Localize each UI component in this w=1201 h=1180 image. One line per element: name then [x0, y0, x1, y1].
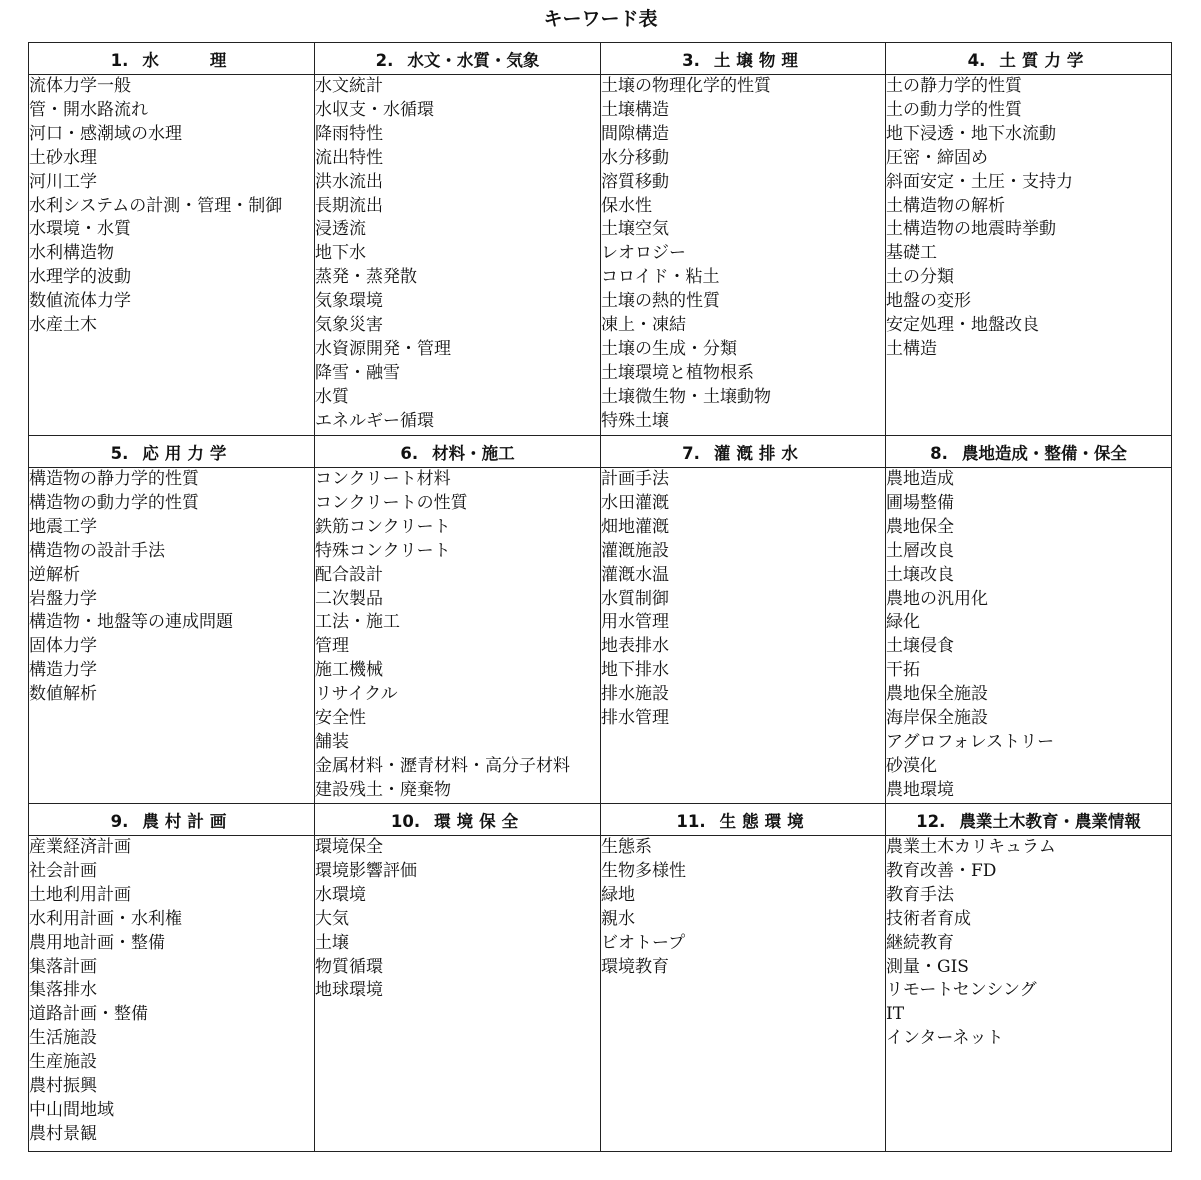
category-keywords [886, 75, 1172, 436]
category-name: 農村計画 [142, 811, 233, 831]
keyword-row [29, 75, 1172, 436]
category-name: 土質力学 [999, 50, 1090, 70]
keyword-item: 数値流体力学 [29, 291, 131, 312]
keyword-item: 道路計画・整備 [29, 1004, 148, 1025]
keyword-item: コンクリートの性質 [315, 492, 468, 513]
keyword-item: 土地利用計画 [29, 884, 131, 905]
keyword-item: 親水 [601, 908, 635, 929]
keyword-row [29, 468, 1172, 804]
keyword-item: 大気 [315, 908, 349, 929]
keyword-item: 生産施設 [29, 1052, 97, 1073]
keyword-item: 社会計画 [29, 860, 97, 881]
keyword-item: リモートセンシング [886, 980, 1037, 1001]
keyword-item: 水環境・水質 [29, 219, 131, 240]
keyword-item: 教育手法 [886, 884, 954, 905]
keyword-item: 鉄筋コンクリート [315, 516, 451, 537]
category-name: 生態環境 [719, 811, 810, 831]
keyword-item: 管・開水路流れ [29, 99, 148, 120]
keyword-item: 農地造成 [886, 469, 954, 489]
keyword-item: 農地保全 [886, 516, 954, 537]
category-keywords [29, 468, 315, 804]
keyword-item: 海岸保全施設 [886, 708, 988, 729]
keyword-item: 土壌侵食 [886, 636, 954, 657]
header-row [29, 43, 1172, 75]
keyword-item: 農地環境 [886, 779, 954, 800]
keyword-item: 構造物・地盤等の連成問題 [29, 612, 233, 633]
keyword-item: 水利システムの計測・管理・制御 [29, 195, 283, 216]
keyword-item: 水環境 [315, 884, 366, 905]
keyword-item: 測量・GIS [886, 956, 969, 977]
category-keywords [315, 468, 601, 804]
category-number: 2. [375, 50, 394, 70]
keyword-item: 安全性 [315, 708, 366, 729]
keyword-item: 土壌改良 [886, 564, 954, 585]
keyword-item: IT [886, 1004, 905, 1025]
keyword-item: 集落排水 [29, 980, 97, 1001]
category-number: 4. [967, 50, 986, 70]
category-name: 材料・施工 [432, 443, 515, 463]
keyword-item: 構造物の設計手法 [29, 540, 165, 561]
keyword-item: 環境教育 [601, 956, 669, 977]
keyword-row [29, 836, 1172, 1152]
category-keywords [601, 468, 886, 804]
keyword-item: 水利構造物 [29, 243, 114, 264]
keyword-item: 降雪・融雪 [315, 362, 400, 383]
keyword-item: 洪水流出 [315, 171, 383, 192]
keyword-item: 灌漑水温 [601, 564, 669, 585]
keyword-item: 水分移動 [601, 147, 669, 168]
keyword-item: アグロフォレストリー [886, 731, 1055, 752]
keyword-item: 土層改良 [886, 540, 954, 561]
keyword-item: 溶質移動 [601, 171, 669, 192]
category-name: 水 理 [142, 50, 233, 70]
keyword-item: 土の分類 [886, 267, 954, 288]
keyword-item: 土壌 [315, 932, 349, 953]
keyword-item: 技術者育成 [886, 908, 971, 929]
keyword-item: コンクリート材料 [315, 469, 451, 489]
keyword-item: 流体力学一般 [29, 76, 131, 96]
category-name: 応用力学 [142, 443, 233, 463]
category-number: 3. [682, 50, 700, 70]
category-header [315, 436, 601, 468]
category-name: 農地造成・整備・保全 [961, 443, 1127, 463]
keyword-list [315, 75, 600, 434]
category-number: 7. [682, 443, 700, 463]
keyword-item: コロイド・粘土 [601, 267, 720, 288]
keyword-item: 施工機械 [315, 660, 383, 681]
category-number: 10. [390, 811, 421, 831]
category-keywords [29, 75, 315, 436]
keyword-item: 地下排水 [601, 660, 669, 681]
keyword-item: 土壌の物理化学的性質 [601, 76, 771, 96]
keyword-item: 水文統計 [315, 76, 383, 96]
keyword-item: 工法・施工 [315, 612, 400, 633]
keyword-item: 特殊土壌 [601, 410, 669, 431]
keyword-item: 圃場整備 [886, 492, 954, 513]
keyword-item: 水資源開発・管理 [315, 338, 451, 359]
category-name: 農業土木教育・農業情報 [959, 811, 1141, 831]
category-header [601, 43, 886, 75]
keyword-item: 土壌空気 [601, 219, 669, 240]
keyword-item: リサイクル [315, 684, 398, 705]
keyword-list [601, 468, 885, 731]
keyword-item: 環境保全 [315, 837, 383, 857]
keyword-item: 金属材料・瀝青材料・高分子材料 [315, 755, 570, 776]
category-keywords [886, 468, 1172, 804]
category-number: 1. [110, 50, 129, 70]
category-header [315, 43, 601, 75]
keyword-item: 土壌の生成・分類 [601, 338, 737, 359]
keyword-item: 土の静力学的性質 [886, 76, 1022, 96]
keyword-item: 排水施設 [601, 684, 669, 705]
category-number: 11. [676, 811, 706, 831]
keyword-item: 生物多様性 [601, 860, 686, 881]
keyword-item: 河川工学 [29, 171, 97, 192]
category-number: 9. [110, 811, 129, 831]
keyword-item: 土砂水理 [29, 147, 97, 168]
keyword-list [315, 468, 600, 803]
category-name: 環境保全 [434, 811, 525, 831]
category-header [29, 804, 315, 836]
keyword-item: 排水管理 [601, 708, 669, 729]
page-title: キーワード表 [543, 8, 658, 30]
keyword-item: 緑地 [601, 884, 635, 905]
keyword-item: 地下浸透・地下水流動 [886, 123, 1056, 144]
category-header [315, 804, 601, 836]
category-number: 6. [400, 443, 419, 463]
keyword-item: 凍上・凍結 [601, 315, 686, 336]
header-row [29, 804, 1172, 836]
keyword-item: 地盤の変形 [886, 291, 971, 312]
keyword-item: 中山間地域 [29, 1099, 114, 1120]
keyword-list [601, 75, 885, 434]
keyword-item: 地下水 [315, 243, 366, 264]
keyword-item: 固体力学 [29, 636, 97, 657]
keyword-item: 砂漠化 [886, 755, 937, 776]
keyword-item: 浸透流 [315, 219, 366, 240]
keyword-item: 特殊コンクリート [315, 540, 451, 561]
keyword-item: 水利用計画・水利権 [29, 908, 182, 929]
category-header [886, 436, 1172, 468]
category-keywords [601, 836, 886, 1152]
keyword-item: レオロジー [601, 243, 686, 264]
category-header [886, 804, 1172, 836]
keyword-item: 農村景観 [29, 1123, 97, 1144]
category-keywords [315, 75, 601, 436]
keyword-item: 農地保全施設 [886, 684, 988, 705]
keyword-item: 安定処理・地盤改良 [886, 315, 1039, 336]
keyword-item: 生活施設 [29, 1028, 97, 1049]
keyword-item: 水理学的波動 [29, 267, 131, 288]
keyword-item: 土壌構造 [601, 99, 669, 120]
keyword-item: 蒸発・蒸発散 [315, 267, 417, 288]
category-header [29, 436, 315, 468]
keyword-list [29, 836, 314, 1147]
keyword-item: 継続教育 [886, 932, 954, 953]
keyword-item: 保水性 [601, 195, 652, 216]
category-header [29, 43, 315, 75]
category-number: 5. [110, 443, 129, 463]
category-number: 8. [930, 443, 948, 463]
keyword-item: 気象環境 [315, 291, 383, 312]
keyword-item: 水収支・水循環 [315, 99, 434, 120]
keyword-item: 地球環境 [315, 980, 383, 1001]
keyword-item: 産業経済計画 [29, 837, 131, 857]
keyword-item: 集落計画 [29, 956, 97, 977]
category-keywords [601, 75, 886, 436]
keyword-item: 斜面安定・土圧・支持力 [886, 171, 1073, 192]
keyword-list [886, 836, 1171, 1051]
keyword-item: 農業土木カリキュラム [886, 837, 1056, 857]
keyword-item: 基礎工 [886, 243, 937, 264]
category-keywords [29, 836, 315, 1152]
category-keywords [886, 836, 1172, 1152]
keyword-item: インターネット [886, 1028, 1004, 1049]
keyword-item: 地表排水 [601, 636, 669, 657]
keyword-item: 農村振興 [29, 1076, 97, 1097]
keyword-item: 舗装 [315, 731, 349, 752]
keyword-list [29, 75, 314, 338]
category-header [601, 804, 886, 836]
category-name: 水文・水質・気象 [407, 50, 540, 70]
keyword-list [601, 836, 885, 979]
keyword-item: 配合設計 [315, 564, 383, 585]
keyword-list [886, 75, 1171, 362]
keyword-item: 水質 [315, 386, 349, 407]
keyword-list [886, 468, 1171, 803]
keyword-item: 土の動力学的性質 [886, 99, 1022, 120]
keyword-item: 土構造物の解析 [886, 195, 1005, 216]
keyword-item: 土構造 [886, 338, 937, 359]
keyword-item: 構造物の動力学的性質 [29, 492, 199, 513]
keyword-item: 教育改善・FD [886, 860, 997, 881]
keyword-list [29, 468, 314, 707]
category-header [601, 436, 886, 468]
keyword-item: 環境影響評価 [315, 860, 417, 881]
category-name: 灌漑排水 [713, 443, 804, 463]
keyword-item: 構造物の静力学的性質 [29, 469, 199, 489]
keyword-item: 数値解析 [29, 684, 97, 705]
keyword-item: 間隙構造 [601, 123, 669, 144]
keyword-item: 二次製品 [315, 588, 383, 609]
keyword-item: 気象災害 [315, 315, 383, 336]
keyword-item: 逆解析 [29, 564, 80, 585]
keyword-item: 水質制御 [601, 588, 669, 609]
keyword-item: 降雨特性 [315, 123, 383, 144]
keyword-item: 圧密・締固め [886, 147, 988, 168]
keyword-item: 土壌微生物・土壌動物 [601, 386, 771, 407]
category-name: 土壌物理 [713, 50, 804, 70]
keyword-list [315, 836, 600, 1003]
keyword-item: 畑地灌漑 [601, 516, 669, 537]
keyword-item: 長期流出 [315, 195, 383, 216]
keyword-item: 物質循環 [315, 956, 383, 977]
keyword-item: 地震工学 [29, 516, 97, 537]
keyword-item: 用水管理 [601, 612, 669, 633]
keyword-item: 生態系 [601, 837, 652, 857]
keyword-item: 管理 [315, 636, 349, 657]
keyword-item: 灌漑施設 [601, 540, 669, 561]
category-keywords [315, 836, 601, 1152]
category-number: 12. [916, 811, 946, 831]
keyword-item: ビオトープ [601, 932, 686, 953]
category-header [886, 43, 1172, 75]
keyword-item: 農地の汎用化 [886, 588, 988, 609]
keyword-item: 流出特性 [315, 147, 383, 168]
keyword-item: エネルギー循環 [315, 410, 434, 431]
keyword-item: 土壌の熱的性質 [601, 291, 720, 312]
keyword-item: 建設残土・廃棄物 [315, 779, 451, 800]
keyword-item: 農用地計画・整備 [29, 932, 165, 953]
keyword-item: 土構造物の地震時挙動 [886, 219, 1056, 240]
keyword-item: 土壌環境と植物根系 [601, 362, 754, 383]
keyword-item: 計画手法 [601, 469, 669, 489]
keyword-item: 河口・感潮域の水理 [29, 123, 182, 144]
keyword-item: 干拓 [886, 660, 920, 681]
keyword-item: 水産土木 [29, 315, 97, 336]
keyword-item: 緑化 [886, 612, 920, 633]
keyword-item: 水田灌漑 [601, 492, 669, 513]
keyword-item: 構造力学 [29, 660, 97, 681]
keyword-table [28, 42, 1172, 1152]
keyword-item: 岩盤力学 [29, 588, 97, 609]
header-row [29, 436, 1172, 468]
